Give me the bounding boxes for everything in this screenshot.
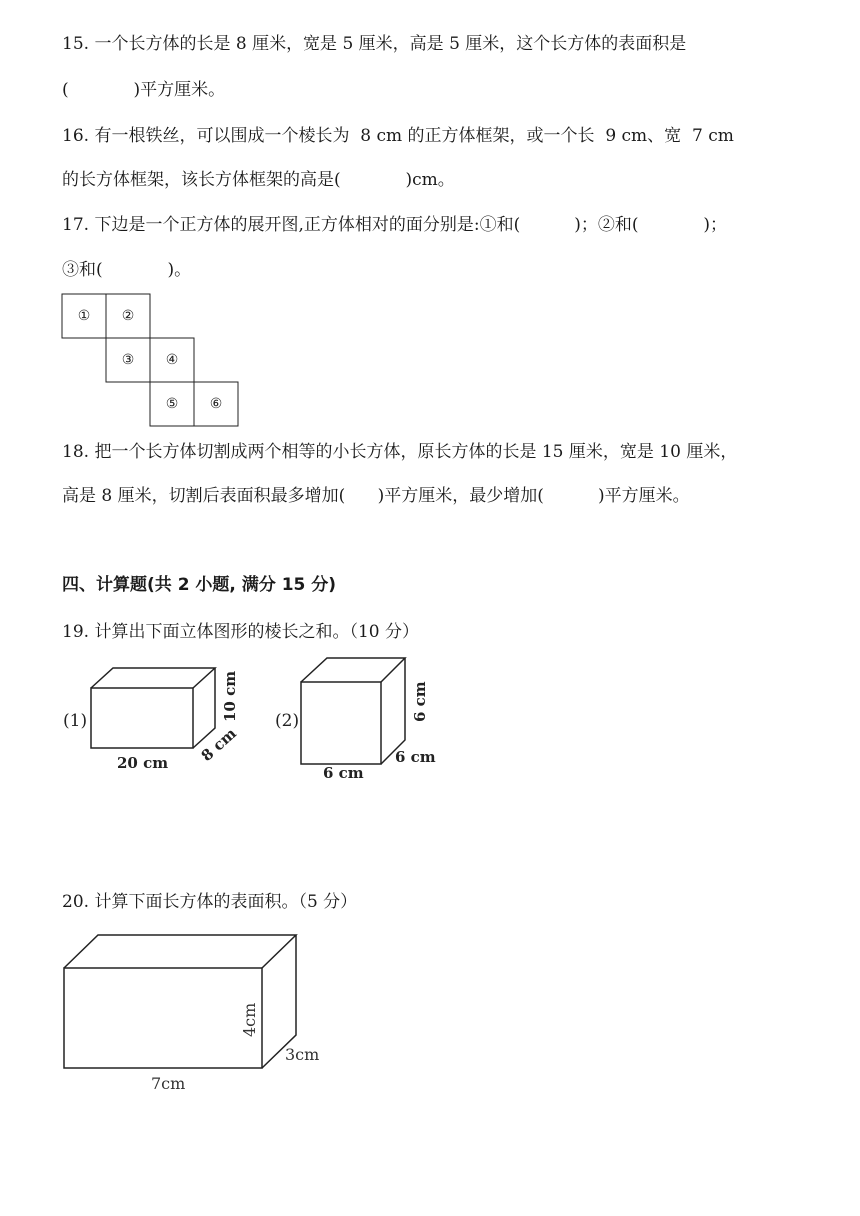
q19-text: 19. 计算出下面立体图形的棱长之和。（10 分）	[62, 622, 419, 642]
fig2-number: (2)	[275, 711, 300, 731]
cube-net-diagram	[60, 292, 240, 428]
cube-2	[301, 658, 405, 764]
cuboid-1	[91, 668, 215, 748]
q19-figures	[55, 650, 455, 790]
section-heading: 四、计算题(共 2 小题, 满分 15 分)	[62, 575, 337, 595]
q15-text-line1: 15. 一个长方体的长是 8 厘米，宽是 5 厘米，高是 5 厘米，这个长方体的表面积是	[62, 34, 687, 54]
q18-text-line1: 18. 把一个长方体切割成两个相等的小长方体，原长方体的长是 15 厘米，宽是 10 厘米，	[62, 442, 738, 462]
q16-text-line2: 的长方体框架，该长方体框架的高是( )cm。	[62, 170, 455, 190]
net-label-6: ⑥	[209, 396, 223, 412]
fig1-length-label: 20 cm	[117, 754, 169, 772]
q20-figure	[55, 925, 355, 1100]
fig2-height-label: 6 cm	[411, 681, 429, 722]
net-label-4: ④	[165, 352, 179, 368]
q16-text-line1: 16. 有一根铁丝，可以围成一个棱长为 8 cm 的正方体框架，或一个长 9 cm、宽 7 cm	[62, 126, 734, 146]
q20-text: 20. 计算下面长方体的表面积。（5 分）	[62, 892, 358, 912]
q15-text-line2: ( )平方厘米。	[62, 80, 226, 100]
q18-text-line2: 高是 8 厘米，切割后表面积最多增加( )平方厘米，最少增加( )平方厘米。	[62, 486, 690, 506]
fig2-width-label: 6 cm	[395, 748, 436, 766]
q17-text-line1: 17. 下边是一个正方体的展开图,正方体相对的面分别是:①和( )；②和( )；	[62, 215, 727, 235]
net-label-3: ③	[121, 352, 135, 368]
q20-height-label: 4cm	[240, 1002, 259, 1037]
q17-text-line2: ③和( )。	[62, 260, 192, 280]
fig1-width-label: 8 cm	[197, 724, 240, 765]
net-label-5: ⑤	[165, 396, 179, 412]
q20-width-label: 3cm	[285, 1045, 320, 1064]
q20-length-label: 7cm	[151, 1074, 186, 1093]
fig2-length-label: 6 cm	[323, 764, 364, 782]
net-label-1: ①	[77, 308, 91, 324]
cuboid-3	[64, 935, 296, 1068]
net-label-2: ②	[121, 308, 135, 324]
fig1-number: (1)	[63, 711, 88, 731]
fig1-height-label: 10 cm	[221, 670, 239, 722]
